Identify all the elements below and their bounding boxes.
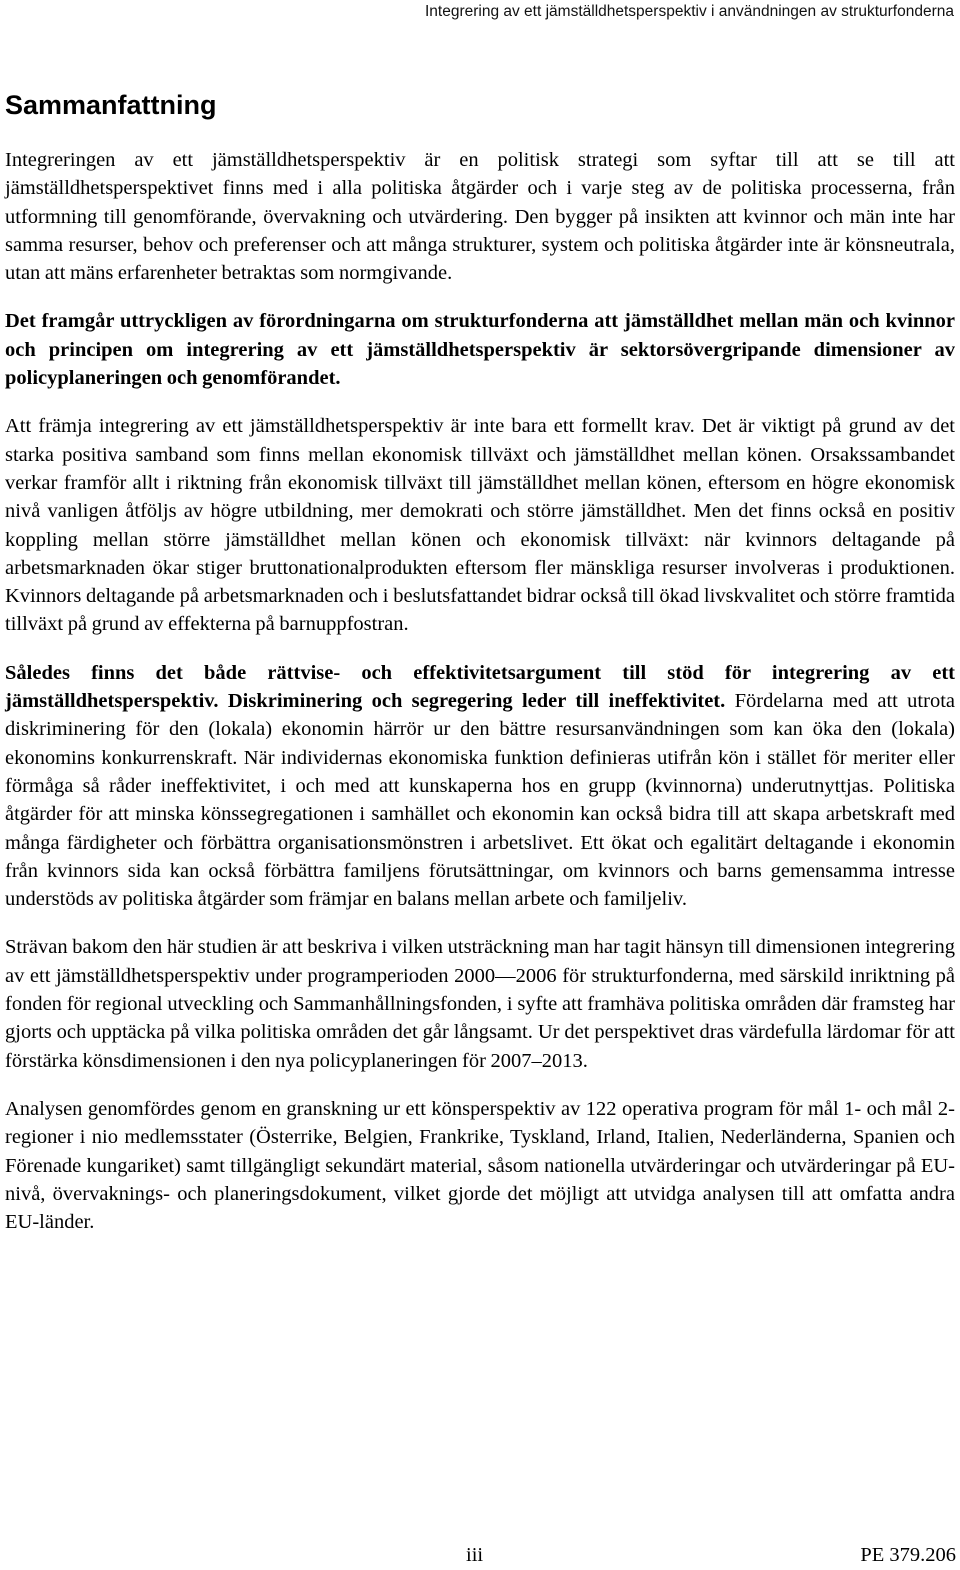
running-header: Integrering av ett jämställdhetsperspektiv i användningen av strukturfonderna — [424, 3, 954, 20]
section-heading: Sammanfattning — [5, 90, 217, 120]
paragraph-arguments — [5, 659, 955, 914]
paragraph-arguments-bold: Således finns det både rättvise- och effektivitetsargument till stöd för integrering av ett jämställdhetsperspektiv. Diskriminering och segregering leder till ineffektivitet. — [5, 661, 955, 713]
paragraph-study-aim: Strävan bakom den här studien är att beskriva i vilken utsträckning man har tagit hänsyn till dimensionen integrering av ett jämställdhetsperspektiv under programperioden 2000—2006 för strukturfonderna, med särskild inriktning på fonden för regional utveckling och Sammanhållningsfonden, i syfte att framhäva politiska områden där framsteg har gjorts och upptäcka på vilka politiska områden det går långsamt. Ur det perspektivet dras värdefulla lärdomar för att förstärka könsdimensionen i den nya policyplaneringen för 2007–2013. — [5, 936, 955, 1072]
paragraph-arguments-rest: Fördelarna med att utrota diskriminering för den (lokala) ekonomin härrör ur den bättre resursanvändningen som kan öka den (lokala) ekonomins konkurrenskraft. När individernas ekonomiska funktion definieras utifrån kön i stället för meriter eller förmåga så råder ineffektivitet, i och med att kunskaperna hos en grupp (kvinnorna) underutnyttjas. Politiska åtgärder för att minska könssegregationen i samhället och ekonomin kan också bidra till att skapa arbetskraft med många färdigheter och förbättra organisationsmönstren i arbetslivet. Ett ökat och egalitärt deltagande i ekonomin från kvinnors sida kan också förbättra familjens förutsättningar, om kvinnors och barns gemensamma intresse understöds av politiska åtgärder som främjar en balans mellan arbete och familjeliv. — [5, 690, 955, 911]
paragraph-intro: Integreringen av ett jämställdhetsperspektiv är en politisk strategi som syftar till att se till att jämställdhetsperspektivet finns med i alla politiska åtgärder och i varje steg av de politiska processerna, från utformning till genomförande, övervakning och utvärdering. Den bygger på insikten att kvinnor och män inte har samma resurser, behov och preferenser och att många strukturer, system och politiska åtgärder inte är könsneutrala, utan att mäns erfarenheter betraktas som normgivande. — [5, 149, 955, 285]
document-body — [5, 88, 955, 1256]
paragraph-regulation: Det framgår uttryckligen av förordningarna om strukturfonderna att jämställdhet mellan män och kvinnor och principen om integrering av ett jämställdhetsperspektiv är sektorsövergripande dimensioner av policyplaneringen och genomförandet. — [5, 310, 955, 390]
paragraph-growth: Att främja integrering av ett jämställdhetsperspektiv är inte bara ett formellt krav. Det är viktigt på grund av det starka positiva samband som finns mellan ekonomisk tillväxt och jämställdhet mellan könen. Orsakssambandet verkar framför allt i riktning från ekonomisk tillväxt till jämställdhet mellan könen, eftersom en högre ekonomisk nivå vanligen åtföljs av högre utbildning, mer demokrati och större jämställdhet. Men det finns också en positiv koppling mellan större jämställdhet mellan könen och ekonomisk tillväxt: när kvinnors deltagande på arbetsmarknaden ökar stiger bruttonationalprodukten eftersom fler mänskliga resurser involveras i produktionen. Kvinnors deltagande på arbetsmarknaden och i beslutsfattandet bidrar också till ökad livskvalitet och större framtida tillväxt på grund av effekterna på barnuppfostran. — [5, 415, 955, 636]
paragraph-analysis: Analysen genomfördes genom en granskning ur ett könsperspektiv av 122 operativa program för mål 1- och mål 2-regioner i nio medlemsstater (Österrike, Belgien, Frankrike, Tyskland, Irland, Italien, Nederländerna, Spanien och Förenade kungariket) samt tillgängligt sekundärt material, såsom nationella utvärderingar och utvärderingar på EU-nivå, övervaknings- och planeringsdokument, vilket gjorde det möjligt att utvidga analysen till att omfatta andra EU-länder. — [5, 1097, 955, 1234]
page-number: iii — [466, 1544, 484, 1566]
document-reference: PE 379.206 — [860, 1544, 956, 1566]
